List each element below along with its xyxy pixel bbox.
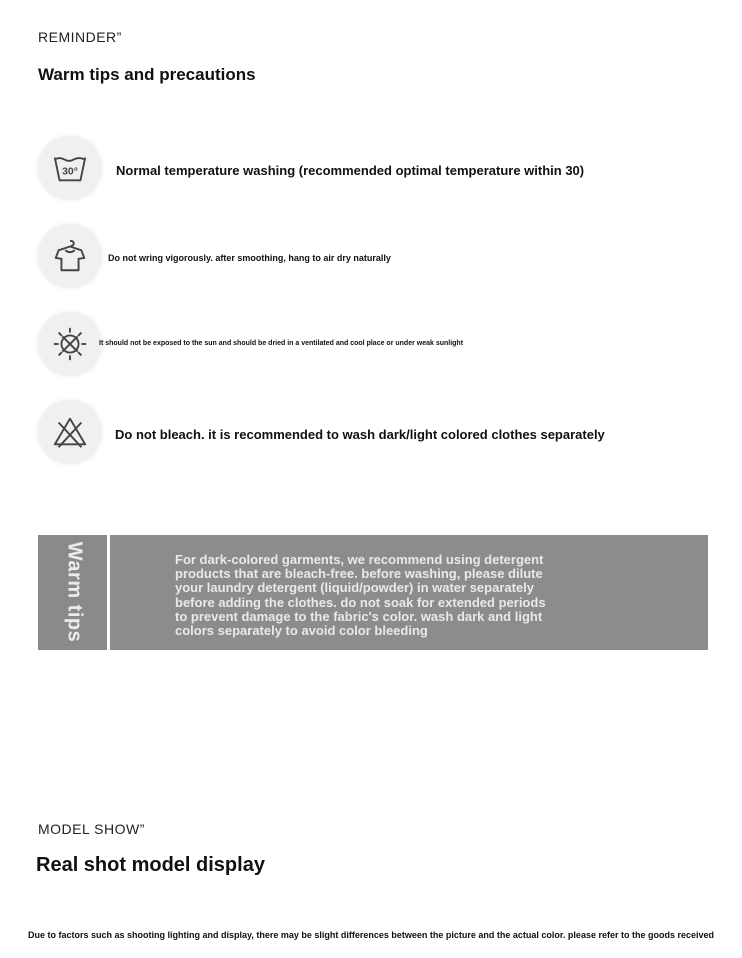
warm-tips-line: products that are bleach-free. before washing, please dilute: [175, 566, 543, 582]
care-text-wash-temperature: Normal temperature washing (recommended optimal temperature within 30): [116, 163, 585, 178]
warm-tips-body: [175, 553, 560, 638]
model-show-kicker: MODEL SHOW”: [38, 821, 145, 837]
warm-tips-line: colors separately to avoid color bleeding: [175, 623, 428, 639]
no-bleach-icon: [38, 400, 102, 464]
care-item-hang-dry: [38, 224, 718, 290]
reminder-kicker: REMINDER”: [38, 29, 122, 45]
warm-tips-panel: [38, 535, 708, 650]
warm-tips-line: For dark-colored garments, we recommend using detergent: [175, 552, 544, 567]
care-item-no-bleach: [38, 400, 718, 466]
warm-tips-line: to prevent damage to the fabric's color. wash dark and light: [175, 608, 543, 624]
color-disclaimer: Due to factors such as shooting lighting and display, there may be slight differences between the picture and the actual color. please refer to the goods received: [28, 930, 714, 940]
care-item-wash-temperature: [38, 136, 718, 202]
care-item-no-sun: [38, 312, 718, 378]
wash-30-icon: [38, 136, 102, 200]
no-sun-icon: [38, 312, 102, 376]
model-show-heading: Real shot model display: [36, 854, 265, 876]
care-text-no-sun: It should not be exposed to the sun and should be dried in a ventilated and cool place or under weak sunlight: [99, 340, 464, 347]
warm-tips-tab: [38, 535, 110, 650]
wash-temperature-label: 30°: [62, 166, 78, 178]
reminder-heading: Warm tips and precautions: [38, 65, 256, 84]
care-text-hang-dry: Do not wring vigorously. after smoothing, hang to air dry naturally: [108, 253, 391, 263]
warm-tips-line: before adding the clothes. do not soak for extended periods: [175, 594, 546, 610]
warm-tips-label: Warm tips: [63, 541, 86, 643]
warm-tips-line: your laundry detergent (liquid/powder) in water separately: [175, 580, 535, 596]
hang-dry-shirt-icon: [38, 224, 102, 288]
care-text-no-bleach: Do not bleach. it is recommended to wash dark/light colored clothes separately: [115, 427, 605, 442]
